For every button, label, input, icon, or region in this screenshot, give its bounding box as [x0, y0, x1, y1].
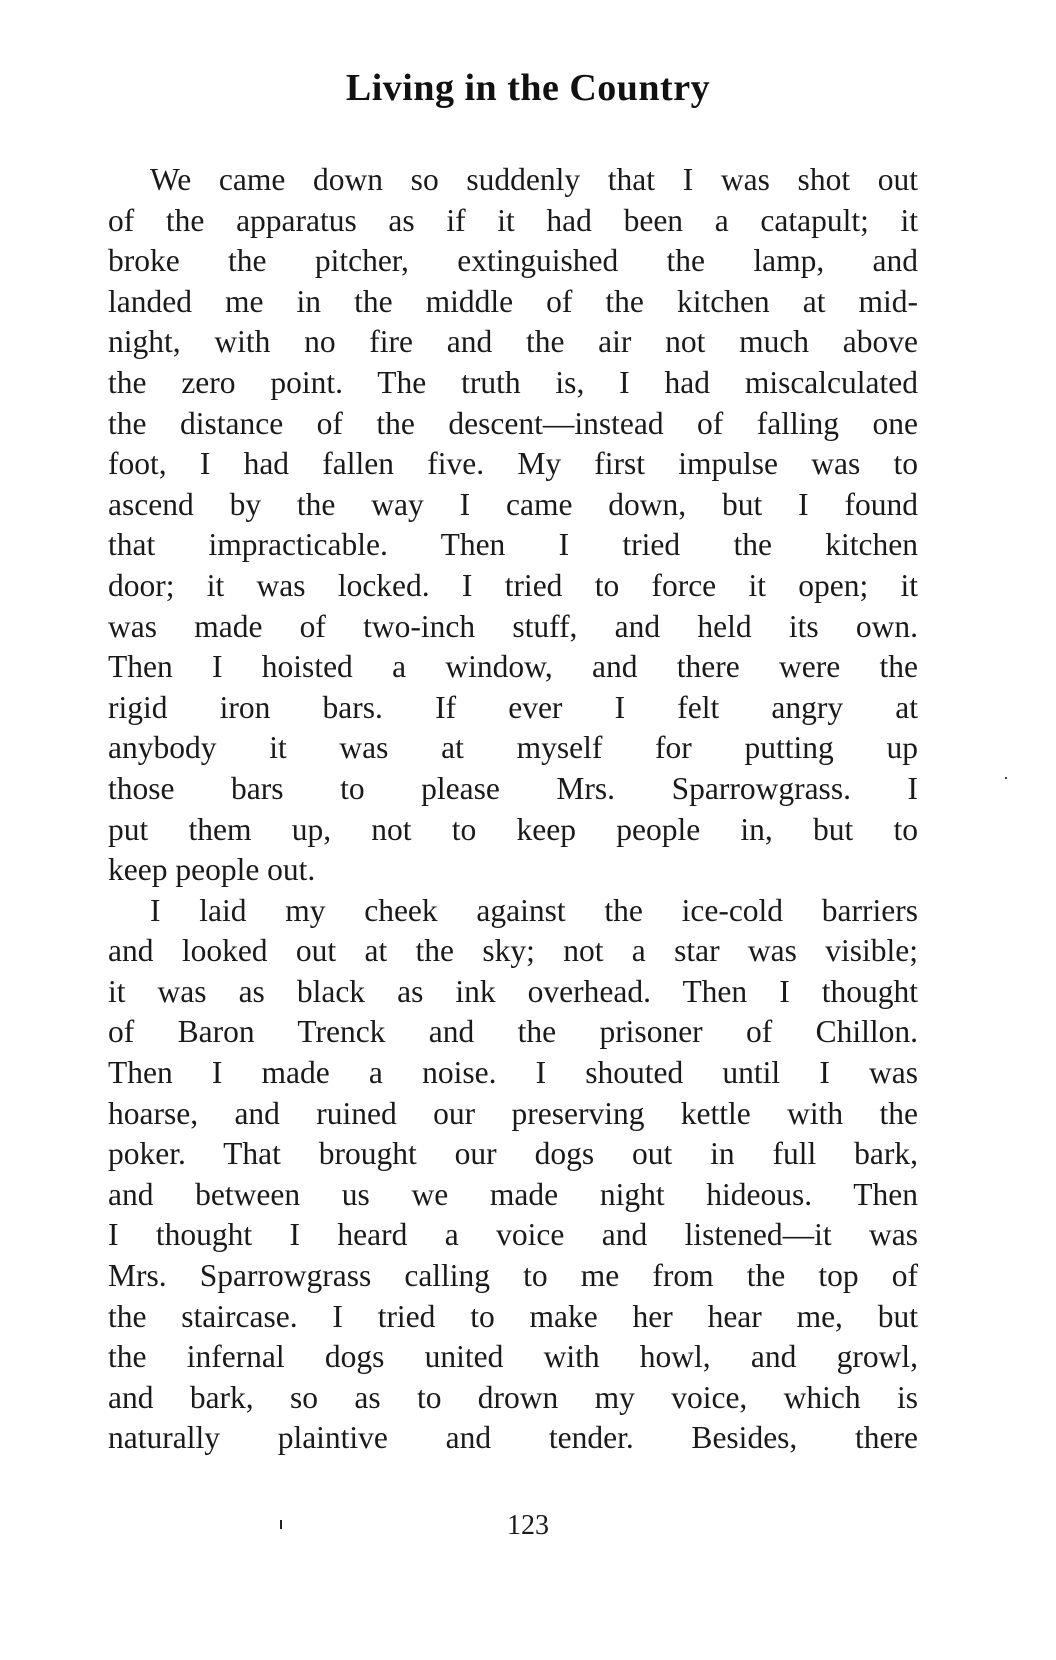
text-line: I laid my cheek against the ice-cold barriers	[150, 892, 918, 928]
text-line: rigid iron bars. If ever I felt angry at	[108, 689, 918, 725]
text-line: and between us we made night hideous. Then	[108, 1176, 918, 1212]
text-line: that impracticable. Then I tried the kitchen	[108, 527, 918, 563]
text-line: and looked out at the sky; not a star was visible;	[108, 933, 918, 969]
running-head: Living in the Country	[345, 67, 711, 109]
text-line: put them up, not to keep people in, but to	[108, 811, 918, 847]
text-line: anybody it was at myself for putting up	[108, 730, 918, 766]
text-line: those bars to please Mrs. Sparrowgrass. I	[108, 770, 918, 806]
text-line: the infernal dogs united with howl, and growl,	[108, 1339, 918, 1375]
text-line: night, with no fire and the air not much above	[108, 324, 918, 360]
text-line: Mrs. Sparrowgrass calling to me from the top of	[108, 1258, 918, 1294]
text-line: landed me in the middle of the kitchen at mid-	[108, 283, 918, 319]
body-text	[108, 160, 918, 1459]
text-line: was made of two-inch stuff, and held its own.	[108, 608, 918, 644]
text-line: door; it was locked. I tried to force it open; it	[108, 567, 918, 603]
text-line: the distance of the descent—instead of falling one	[108, 405, 918, 441]
text-line: and bark, so as to drown my voice, which is	[108, 1379, 918, 1415]
text-line: of Baron Trenck and the prisoner of Chillon.	[108, 1014, 918, 1050]
text-line: foot, I had fallen five. My first impulse was to	[108, 446, 918, 482]
text-line: naturally plaintive and tender. Besides, there	[108, 1420, 918, 1456]
text-line: poker. That brought our dogs out in full bark,	[108, 1136, 918, 1172]
text-line: ascend by the way I came down, but I found	[108, 486, 918, 522]
page-number: 123	[507, 1510, 549, 1541]
text-line: the staircase. I tried to make her hear me, but	[108, 1298, 918, 1334]
text-line: the zero point. The truth is, I had miscalculated	[108, 364, 918, 400]
text-line: I thought I heard a voice and listened—it was	[108, 1217, 918, 1253]
text-line: broke the pitcher, extinguished the lamp, and	[108, 243, 918, 279]
text-line: Then I hoisted a window, and there were the	[108, 649, 918, 685]
text-line: of the apparatus as if it had been a catapult; it	[108, 202, 918, 238]
text-line: We came down so suddenly that I was shot out	[150, 162, 918, 197]
text-line: hoarse, and ruined our preserving kettle with the	[108, 1095, 918, 1131]
print-speck	[1005, 777, 1007, 779]
text-line: keep people out.	[108, 852, 316, 888]
text-line: Then I made a noise. I shouted until I was	[108, 1055, 918, 1091]
text-line: it was as black as ink overhead. Then I thought	[108, 973, 918, 1009]
